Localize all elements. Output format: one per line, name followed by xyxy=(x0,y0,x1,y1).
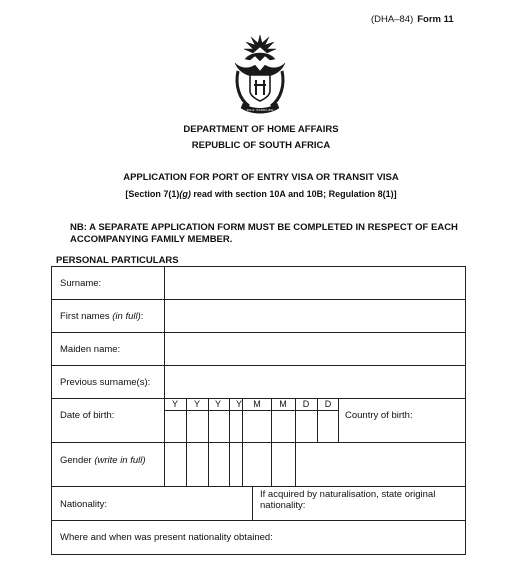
date-format-y2: Y xyxy=(193,399,200,409)
first-names-field[interactable] xyxy=(166,301,464,331)
coat-of-arms-icon xyxy=(225,33,295,117)
maiden-name-label: Maiden name: xyxy=(60,344,121,355)
section-heading: PERSONAL PARTICULARS xyxy=(56,255,179,266)
country-of-birth-label: Country of birth: xyxy=(345,410,413,421)
gender-label xyxy=(60,455,146,466)
date-format-y3: Y xyxy=(214,399,221,409)
date-format-m1: M xyxy=(253,399,261,409)
legal-reference-ital: (g) xyxy=(179,189,191,199)
previous-surnames-label: Previous surname(s): xyxy=(60,377,151,388)
legal-reference-post: read with section 10A and 10B; Regulation 8(1)] xyxy=(190,189,397,199)
nationality-label: Nationality: xyxy=(60,499,107,510)
country-of-birth-field[interactable] xyxy=(340,424,464,441)
surname-label: Surname: xyxy=(60,278,102,289)
form-title: APPLICATION FOR PORT OF ENTRY VISA OR TRANSIT VISA xyxy=(123,172,399,183)
date-of-birth-field[interactable] xyxy=(166,412,336,441)
legal-reference xyxy=(0,189,522,199)
original-nationality-field[interactable] xyxy=(254,512,464,519)
gender-note: (write in full) xyxy=(94,455,146,466)
where-when-field[interactable] xyxy=(53,545,464,553)
form-number: Form 11 xyxy=(417,14,454,25)
naturalisation-label-line1: If acquired by naturalisation, state original xyxy=(260,489,436,500)
gender-field[interactable] xyxy=(166,444,464,485)
first-names-label xyxy=(60,311,143,322)
surname-field[interactable] xyxy=(166,268,464,298)
coat-of-arms-motto: !KE E: /XARRA //KE xyxy=(246,108,274,112)
notice: NB: A SEPARATE APPLICATION FORM MUST BE COMPLETED IN RESPECT OF EACH ACCOMPANYING FAMILY MEMBER. xyxy=(70,222,458,245)
date-of-birth-label: Date of birth: xyxy=(60,410,115,421)
maiden-name-field[interactable] xyxy=(166,334,464,364)
previous-surnames-field[interactable] xyxy=(166,367,464,397)
date-format-y4: Y xyxy=(235,399,242,409)
naturalisation-label-line2: nationality: xyxy=(260,500,306,511)
form-reference xyxy=(371,14,454,25)
date-format-d2: D xyxy=(324,399,332,409)
first-names-note: (in full) xyxy=(112,311,141,322)
first-names-text: First names xyxy=(60,311,113,322)
doc-code: (DHA–84) xyxy=(371,14,414,25)
date-format-d1: D xyxy=(302,399,310,409)
where-when-label: Where and when was present nationality obtained: xyxy=(60,532,273,543)
date-format-m2: M xyxy=(279,399,287,409)
legal-reference-pre: [Section 7(1) xyxy=(125,189,180,199)
republic-name: REPUBLIC OF SOUTH AFRICA xyxy=(191,140,331,151)
gender-text: Gender xyxy=(60,455,95,466)
date-format-y1: Y xyxy=(171,399,178,409)
first-names-colon: : xyxy=(140,311,144,322)
nationality-field[interactable] xyxy=(120,488,250,519)
department-name: DEPARTMENT OF HOME AFFAIRS xyxy=(183,124,339,135)
